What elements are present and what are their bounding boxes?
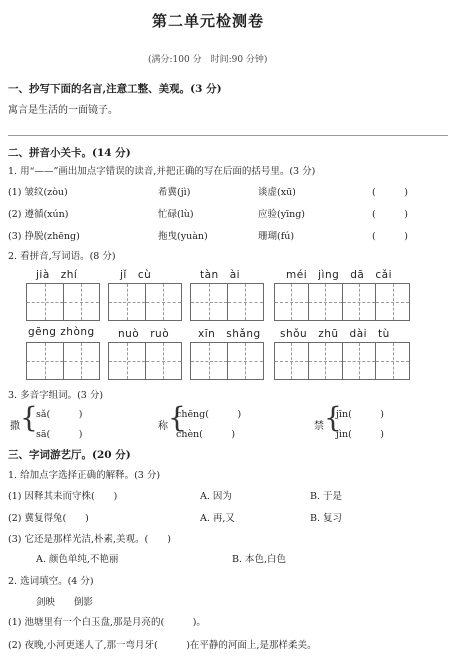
brace-3: { — [324, 401, 342, 434]
polyphone-3-reading-1[interactable]: jīn( ) — [336, 409, 385, 420]
answer-paren-1[interactable]: ( ) — [372, 187, 408, 198]
exam-meta: (满分:100 分 时间:90 分钟) — [148, 55, 268, 65]
q1-row3-item3: 珊瑚(fú) — [258, 231, 295, 242]
pinyin-5: gēng zhòng — [28, 326, 95, 338]
q1-row1-item2: 希冀(jì) — [158, 187, 191, 198]
section-2-heading: 二、拼音小关卡。(14 分) — [8, 147, 131, 159]
brace-1: { — [20, 401, 38, 434]
q5-stem: 2. 选词填空。(4 分) — [8, 576, 94, 587]
q1-row1-item3: 谈虚(xū) — [258, 187, 296, 198]
copy-line[interactable] — [8, 135, 448, 136]
section-1-heading: 一、抄写下面的名言,注意工整、美观。(3 分) — [8, 83, 222, 95]
polyphone-char-1: 撒 — [10, 421, 20, 432]
meaning-3-option-b[interactable]: B. 本色,白色 — [232, 554, 287, 565]
q3-stem: 3. 多音字组词。(3 分) — [8, 390, 104, 401]
pinyin-6: nuò ruò — [118, 328, 170, 340]
q1-row2-item1: (2) 遵循(xún) — [8, 209, 69, 220]
q1-row3-item1: (3) 挣脱(zhēng) — [8, 231, 80, 242]
answer-paren-3[interactable]: ( ) — [372, 231, 408, 242]
polyphone-3-reading-2[interactable]: jìn( ) — [336, 429, 385, 440]
meaning-3-option-a[interactable]: A. 颜色单纯,不艳丽 — [36, 554, 119, 565]
polyphone-1-reading-1[interactable]: sǎ( ) — [36, 409, 83, 420]
q1-row3-item2: 拖曳(yuàn) — [158, 231, 208, 242]
q2-stem: 2. 看拼音,写词语。(8 分) — [8, 251, 116, 262]
writing-grid-2[interactable] — [108, 283, 182, 321]
pinyin-1: jià zhí — [36, 269, 78, 281]
meaning-1-option-b[interactable]: B. 于是 — [310, 491, 343, 502]
writing-grid-6[interactable] — [108, 342, 182, 380]
writing-grid-7[interactable] — [190, 342, 264, 380]
writing-grid-5[interactable] — [26, 342, 100, 380]
fill-sentence-1[interactable]: (1) 池塘里有一个白玉盘,那是月亮的( )。 — [8, 617, 206, 628]
section-3-heading: 三、字词游艺厅。(20 分) — [8, 449, 131, 461]
meaning-2-option-a[interactable]: A. 再,又 — [200, 513, 235, 524]
q1-row1-item1: (1) 皱纹(zòu) — [8, 187, 68, 198]
q1-row2-item3: 应验(yīng) — [258, 209, 306, 220]
fill-sentence-2[interactable]: (2) 夜晚,小河更迷人了,那一弯月牙( )在平静的河面上,是那样柔美。 — [8, 640, 317, 651]
q1-row2-item2: 忙碌(lù) — [158, 209, 194, 220]
polyphone-2-reading-2[interactable]: chèn( ) — [176, 429, 236, 440]
meaning-2-option-b[interactable]: B. 复习 — [310, 513, 343, 524]
meaning-item-1[interactable]: (1) 因释其耒而守株( ) — [8, 491, 118, 502]
meaning-item-3[interactable]: (3) 它还是那样光洁,朴素,美观。( ) — [8, 534, 171, 545]
writing-grid-8[interactable] — [274, 342, 410, 380]
page-title: 第二单元检测卷 — [152, 12, 265, 30]
polyphone-char-2: 称 — [158, 421, 168, 432]
polyphone-char-3: 禁 — [314, 421, 324, 432]
meaning-1-option-a[interactable]: A. 因为 — [200, 491, 232, 502]
brace-2: { — [168, 401, 186, 434]
polyphone-1-reading-2[interactable]: sā( ) — [36, 429, 83, 440]
pinyin-4: méi jìng dā cǎi — [286, 269, 392, 281]
writing-grid-1[interactable] — [26, 283, 100, 321]
polyphone-2-reading-1[interactable]: chēng( ) — [176, 409, 242, 420]
writing-grid-3[interactable] — [190, 283, 264, 321]
quote-text: 寓言是生活的一面镜子。 — [8, 105, 118, 116]
pinyin-2: jǐ cù — [120, 269, 152, 281]
pinyin-7: xīn shǎng — [198, 328, 261, 340]
answer-paren-2[interactable]: ( ) — [372, 209, 408, 220]
q1-stem: 1. 用“——”画出加点字错误的读音,并把正确的写在后面的括号里。(3 分) — [8, 166, 316, 177]
pinyin-3: tàn ài — [200, 269, 241, 281]
q4-stem: 1. 给加点字选择正确的解释。(3 分) — [8, 470, 161, 481]
writing-grid-4[interactable] — [274, 283, 410, 321]
meaning-item-2[interactable]: (2) 冀复得兔( ) — [8, 513, 89, 524]
word-choices: 剑映 倒影 — [36, 597, 94, 608]
pinyin-8: shǒu zhū dài tù — [280, 328, 390, 340]
